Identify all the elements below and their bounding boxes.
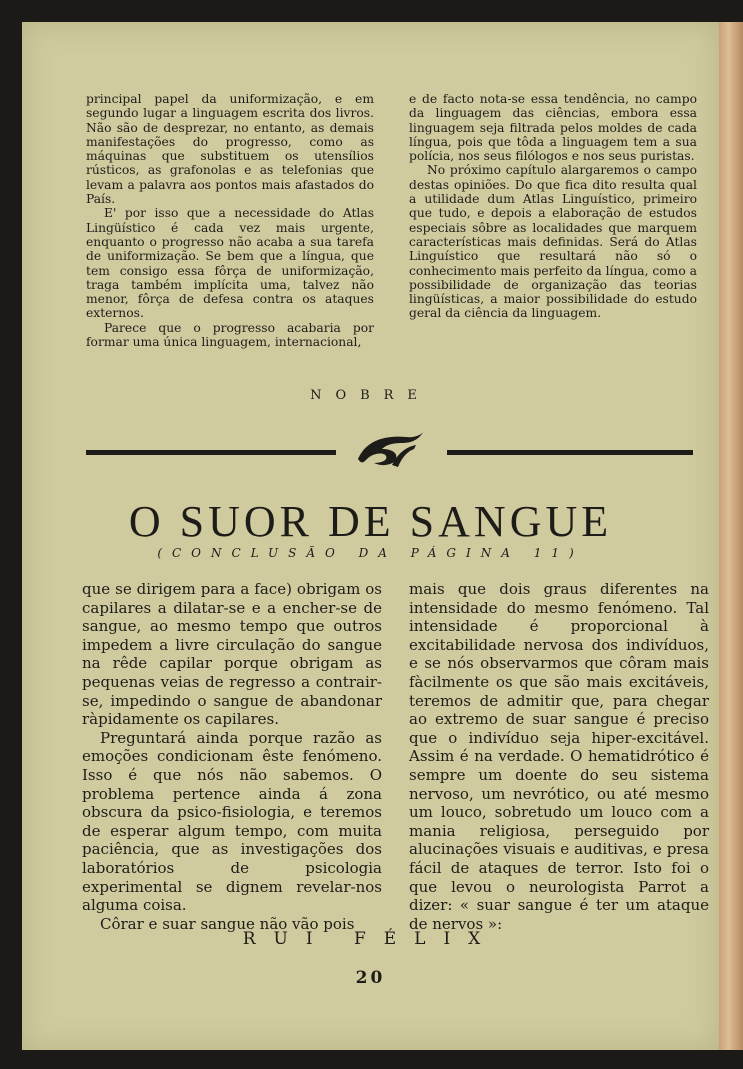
paragraph: e de facto nota-se essa tendência, no campo da linguagem das ciências, embora essa linguagem seja filtrada pelos moldes de cada língua, pois que tôda a linguagem tem a sua polícia, nos seus filólogos e nos seus puristas. bbox=[409, 92, 697, 164]
previous-article-author: NOBRE bbox=[310, 388, 431, 403]
page-edge bbox=[719, 22, 743, 1050]
paragraph: que se dirigem para a face) obrigam os capilares a dilatar-se e a encher-se de sangue, ao mesmo tempo que outros impedem a livre circulação do sangue na rêde capilar porque obrigam as pequenas veias de regresso a contrair-se, impedindo o sangue de abandonar ràpidamente os capilares. bbox=[82, 580, 382, 729]
article-right-column bbox=[409, 580, 709, 933]
paragraph: Preguntará ainda porque razão as emoções condicionam êste fenómeno. Isso é que nós não sabemos. O problema pertence ainda á zona obscura da psico-fisiologia, e teremos de esperar algum tempo, com muita paciência, que as investigações dos laboratórios de psicologia experimental se dignem revelar-nos alguma coisa. bbox=[82, 728, 382, 915]
paragraph: Côrar e suar sangue não vão pois bbox=[100, 914, 355, 933]
article-title: O SUOR DE SANGUE bbox=[128, 497, 613, 546]
page-number: 20 bbox=[355, 968, 386, 988]
top-right-column bbox=[409, 92, 697, 321]
divider-rule-left bbox=[86, 450, 336, 455]
divider-rule-right bbox=[447, 450, 693, 455]
paragraph: No próximo capítulo alargaremos o campo destas opiniões. Do que fica dito resulta qual a utilidade dum Atlas Linguístico, primeiro que tudo, e depois a elaboração de estudos especiais sôbre as localidades que marquem características mais definidas. Será do Atlas Linguístico que resultará não só o conhecimento mais perfeito da língua, como a possibilidade de organização das teorias lingüísticas, a maior possibilidade do estudo geral da ciência da linguagem. bbox=[409, 163, 697, 321]
article-left-column bbox=[82, 580, 382, 933]
paragraph: E' por isso que a necessidade do Atlas Lingüístico é cada vez mais urgente, enquanto o progresso não acaba a sua tarefa de uniformização. Se bem que a língua, que tem consigo essa fôrça de uniformização, traga também implícita uma, talvez não menor, fôrça de defesa contra os ataques externos. bbox=[86, 206, 374, 321]
decorative-flourish-icon bbox=[352, 425, 428, 471]
top-left-column bbox=[86, 92, 374, 349]
paragraph: Parece que o progresso acabaria por formar uma única linguagem, internacional, bbox=[86, 320, 374, 350]
article-author: RUI FÉLIX bbox=[242, 929, 499, 949]
article-subtitle: (CONCLUSÃO DA PÁGINA 11) bbox=[157, 546, 584, 560]
paragraph: principal papel da uniformização, e em segundo lugar a linguagem escrita dos livros. Não são de desprezar, no entanto, as demais manifestações do progresso, como as máquinas que substituem os utensílios rústicos, as grafonolas e as telefonias que levam a palavra aos pontos mais afastados do País. bbox=[86, 92, 374, 207]
paragraph: mais que dois graus diferentes na intensidade do mesmo fenómeno. Tal intensidade é proporcional à excitabilidade nervosa dos indivíduos, e se nós observarmos que côram mais fàcilmente os que são mais excitáveis, teremos de admitir que, para chegar ao extremo de suar sangue é preciso que o indivíduo seja hiper-excitável. Assim é na verdade. O hematidrótico é sempre um doente do seu sistema nervoso, um nevrótico, ou até mesmo um louco, sobretudo um louco com a mania religiosa, perseguido por alucinações visuais e auditivas, e presa fácil de ataques de terror. Isto foi o que levou o neurologista Parrot a dizer: « suar sangue é ter um ataque de nervos »: bbox=[409, 580, 709, 933]
magazine-page bbox=[22, 22, 719, 1050]
